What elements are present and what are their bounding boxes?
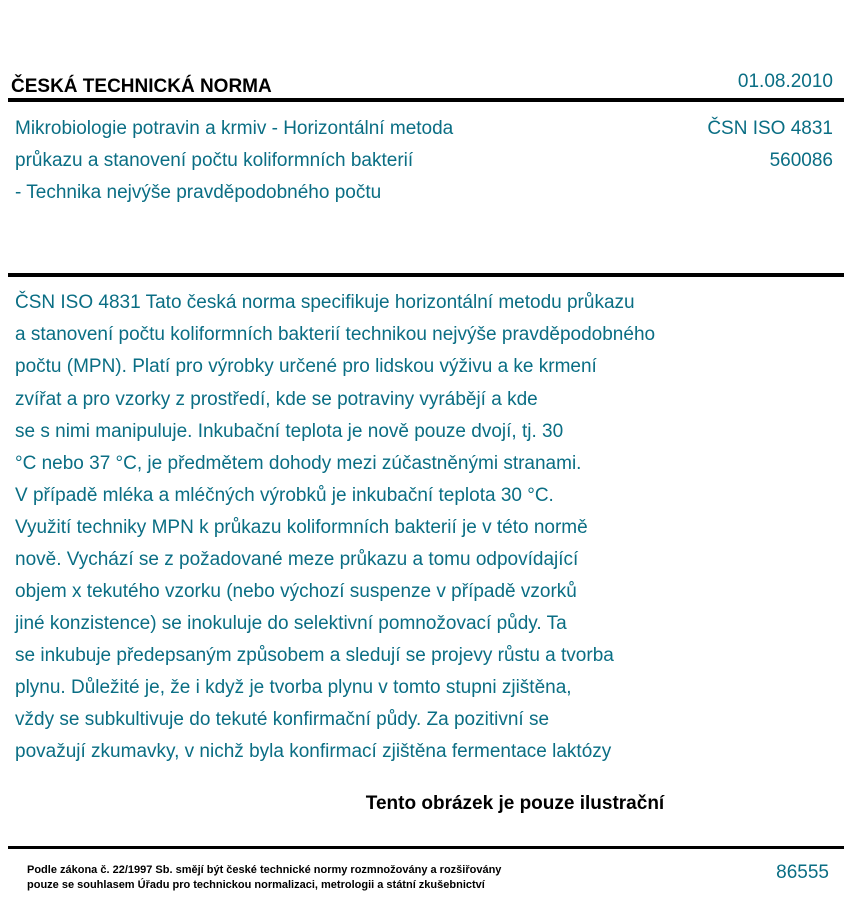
description-line: jiné konzistence) se inokuluje do selektivní pomnožovací půdy. Ta xyxy=(15,613,567,634)
footer-divider xyxy=(8,846,844,849)
title-divider xyxy=(8,273,844,277)
copyright-notice-line-2: pouze se souhlasem Úřadu pro technickou normalizaci, metrologii a státní zkušebnictví xyxy=(27,879,485,891)
publication-date: 01.08.2010 xyxy=(737,71,833,92)
document-type-title: ČESKÁ TECHNICKÁ NORMA xyxy=(11,76,272,97)
description-line: a stanovení počtu koliformních bakterií technikou nejvýše pravděpodobného xyxy=(15,324,656,345)
norm-title-line-1: Mikrobiologie potravin a krmiv - Horizontální metoda xyxy=(15,118,454,139)
description-line: plynu. Důležité je, že i když je tvorba plynu v tomto stupni zjištěna, xyxy=(15,677,572,698)
description-line: °C nebo 37 °C, je předmětem dohody mezi zúčastněnými stranami. xyxy=(15,453,582,474)
copyright-notice-line-1: Podle zákona č. 22/1997 Sb. smějí být české technické normy rozmnožovány a rozšiřovány xyxy=(27,864,502,876)
description-line: ČSN ISO 4831 Tato česká norma specifikuje horizontální metodu průkazu xyxy=(15,292,635,313)
description-line: počtu (MPN). Platí pro výrobky určené pro lidskou výživu a ke krmení xyxy=(15,356,597,377)
description-line: vždy se subkultivuje do tekuté konfirmační půdy. Za pozitivní se xyxy=(15,709,550,730)
description-line: se inkubuje předepsaným způsobem a sledují se projevy růstu a tvorba xyxy=(15,645,614,666)
illustration-disclaimer: Tento obrázek je pouze ilustrační xyxy=(365,793,665,814)
description-line: nově. Vychází se z požadované meze průkazu a tomu odpovídající xyxy=(15,549,579,570)
norm-code: ČSN ISO 4831 xyxy=(707,118,833,139)
description-line: V případě mléka a mléčných výrobků je inkubační teplota 30 °C. xyxy=(15,485,554,506)
norm-title-line-2: průkazu a stanovení počtu koliformních bakterií xyxy=(15,150,414,171)
catalog-number: 86555 xyxy=(776,862,829,883)
header-divider xyxy=(8,98,844,102)
norm-class-number: 560086 xyxy=(769,150,833,171)
description-line: Využití techniky MPN k průkazu koliformních bakterií je v této normě xyxy=(15,517,588,538)
description-line: zvířat a pro vzorky z prostředí, kde se potraviny vyrábějí a kde xyxy=(15,389,538,410)
description-line: považují zkumavky, v nichž byla konfirmací zjištěna fermentace laktózy xyxy=(15,741,612,762)
norm-title-line-3: - Technika nejvýše pravděpodobného počtu xyxy=(15,182,382,203)
description-line: se s nimi manipuluje. Inkubační teplota je nově pouze dvojí, tj. 30 xyxy=(15,421,564,442)
description-line: objem x tekutého vzorku (nebo výchozí suspenze v případě vzorků xyxy=(15,581,577,602)
